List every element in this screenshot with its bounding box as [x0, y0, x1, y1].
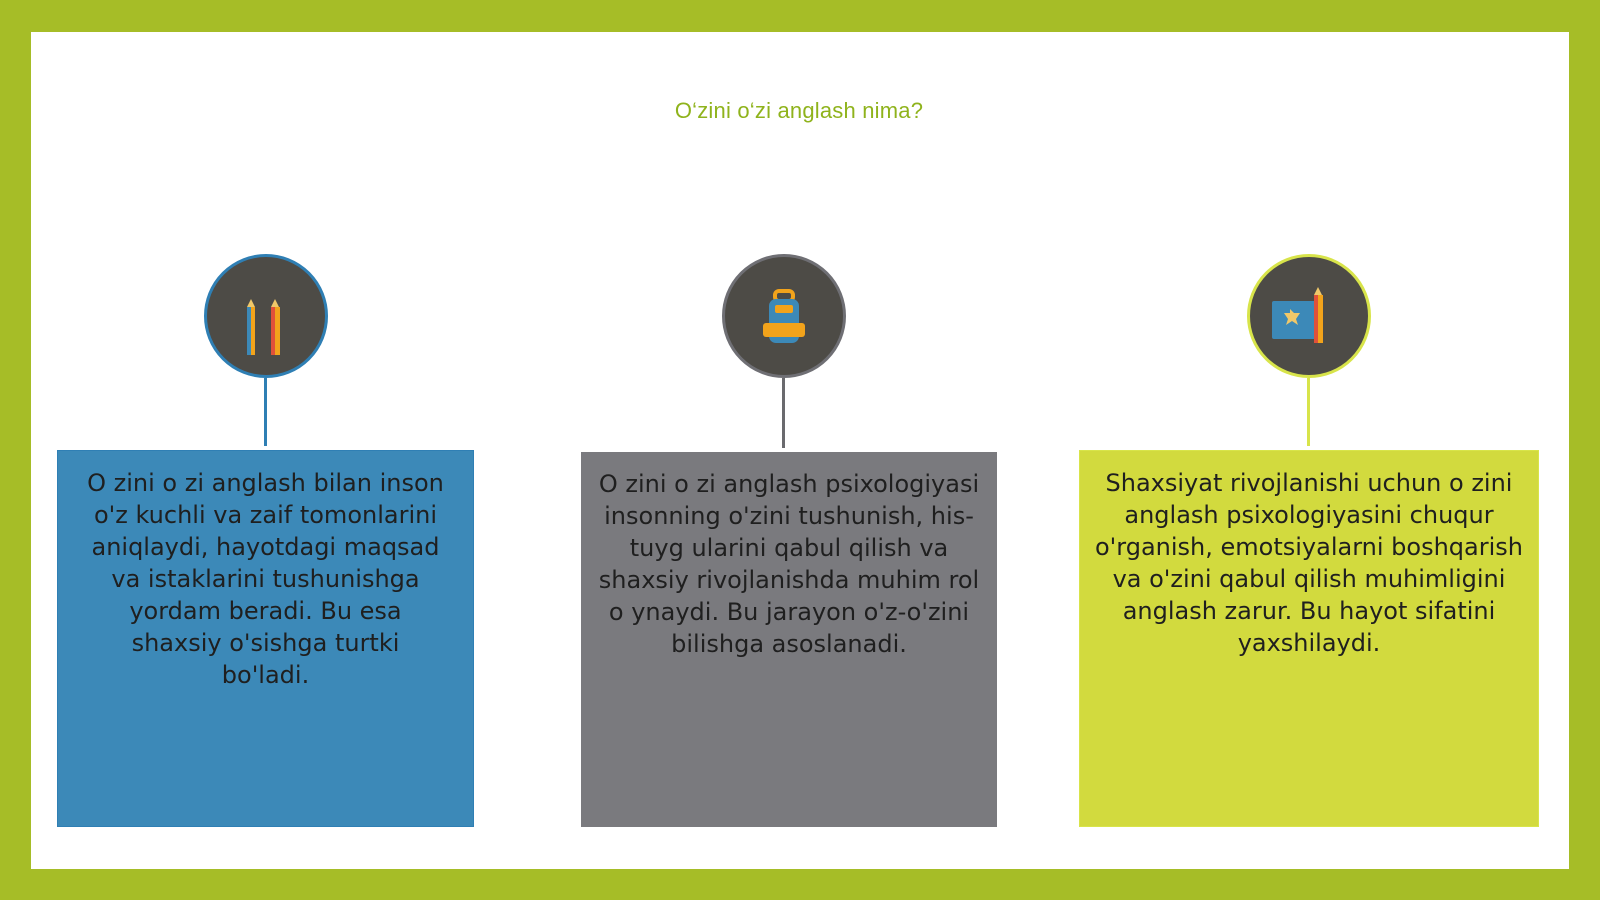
info-card-gray — [581, 452, 997, 827]
card-text: O zini o zi anglash bilan inson o'z kuchli va zaif tomonlarini aniqlaydi, hayotdagi maqsad va istaklarini tushunishga yordam beradi. Bu esa shaxsiy o'sishga turtki bo'ladi. — [87, 469, 444, 689]
connector-line — [1307, 378, 1310, 446]
card-text: O zini o zi anglash psixologiyasi insonning o'zini tushunish, his-tuyg ularini qabul qilish va shaxsiy rivojlanishda muhim rol o ynaydi. Bu jarayon o'z-o'zini bilishga asoslanadi. — [598, 470, 980, 658]
slide — [31, 32, 1569, 869]
pencils-icon — [207, 257, 325, 375]
info-card-lime — [1079, 450, 1539, 827]
backpack-icon-circle — [722, 254, 846, 378]
slide-title: O‘zini o‘zi anglash nima? — [674, 98, 924, 123]
connector-line — [782, 378, 785, 448]
pencils-icon-circle — [204, 254, 328, 378]
card-text: Shaxsiyat rivojlanishi uchun o zini anglash psixologiyasini chuqur o'rganish, emotsiyalarni boshqarish va o'zini qabul qilish muhimligini anglash zarur. Bu hayot sifatini yaxshilaydi. — [1095, 469, 1523, 657]
backpack-icon — [725, 257, 843, 375]
connector-line — [264, 378, 267, 446]
book-pencil-icon — [1250, 257, 1368, 375]
info-card-blue — [57, 450, 474, 827]
book-pencil-icon-circle — [1247, 254, 1371, 378]
